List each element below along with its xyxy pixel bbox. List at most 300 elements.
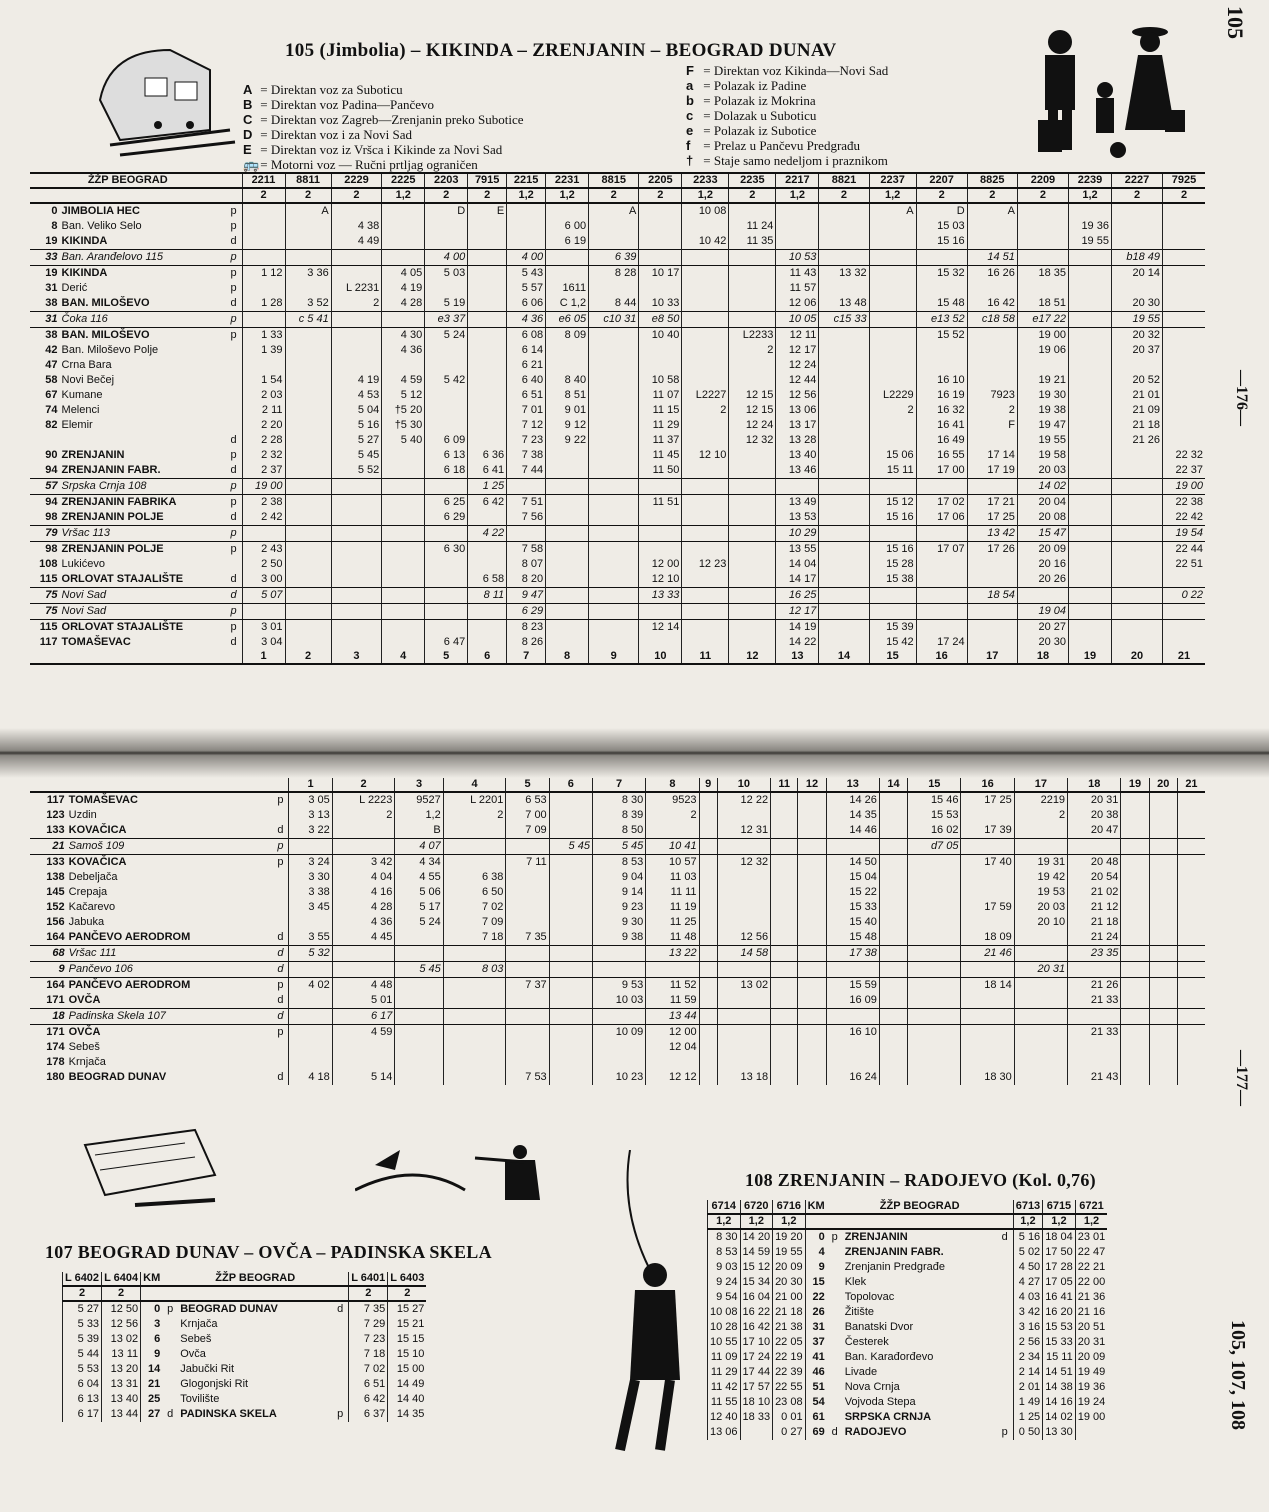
time-cell — [879, 839, 907, 855]
time-cell: 11 37 — [639, 433, 682, 448]
time-cell: 19 06 — [1017, 343, 1068, 358]
time-cell: 7 00 — [506, 808, 549, 823]
train-class: 1,2 — [682, 188, 729, 203]
time-cell — [331, 495, 382, 511]
time-cell — [1111, 542, 1162, 558]
time-cell: 13 32 — [819, 266, 869, 282]
time-cell — [798, 808, 826, 823]
station-name: Ban. Veliko Selo — [61, 220, 142, 232]
time-cell — [967, 557, 1017, 572]
station-row — [708, 1380, 1108, 1395]
time-cell: 4 38 — [331, 219, 382, 234]
time-cell — [879, 993, 907, 1009]
time-cell — [1068, 1009, 1121, 1025]
time-cell: 19 00 — [1017, 328, 1068, 344]
station-row — [30, 203, 1205, 219]
time-cell — [1177, 962, 1205, 978]
station-row — [63, 1332, 427, 1347]
time-cell: 11 35 — [729, 234, 776, 250]
time-cell: 10 57 — [646, 855, 699, 871]
time-cell — [699, 946, 717, 962]
time-cell — [589, 343, 639, 358]
time-cell: 7 51 — [507, 495, 546, 511]
time-cell: 12 15 — [729, 388, 776, 403]
time-cell: 18 54 — [967, 588, 1017, 604]
time-cell: 15 21 — [388, 1317, 427, 1332]
time-cell — [819, 358, 869, 373]
time-cell — [289, 993, 332, 1009]
time-cell — [332, 839, 395, 855]
time-cell: 21 33 — [1068, 993, 1121, 1009]
time-cell — [819, 403, 869, 418]
column-index: 20 — [1111, 650, 1162, 664]
time-cell: 4 59 — [382, 373, 425, 388]
time-cell — [589, 234, 639, 250]
time-cell — [916, 358, 967, 373]
time-cell: 4 50 — [1013, 1260, 1042, 1275]
time-cell: 14 38 — [1043, 1380, 1076, 1395]
arr-dep — [332, 1392, 349, 1407]
time-cell: 12 22 — [717, 792, 770, 808]
time-cell: 4 36 — [507, 312, 546, 328]
station-row — [30, 930, 1205, 946]
time-cell: 14 50 — [826, 855, 879, 871]
km: 38 — [45, 297, 58, 309]
time-cell — [1068, 1040, 1121, 1055]
time-cell — [468, 620, 507, 636]
time-cell — [1014, 1025, 1067, 1041]
time-cell — [1163, 203, 1205, 219]
time-cell — [506, 1025, 549, 1041]
time-cell — [1177, 839, 1205, 855]
legend-row: † = Staje samo nedeljom i praznikom — [686, 153, 888, 168]
time-cell: 9 12 — [546, 418, 589, 433]
time-cell — [729, 250, 776, 266]
time-cell: 6 25 — [425, 495, 468, 511]
km: 94 — [45, 496, 58, 508]
time-cell — [395, 930, 443, 946]
time-cell: 15 46 — [908, 792, 961, 808]
station-name: Topolovac — [844, 1291, 895, 1303]
time-cell — [908, 1025, 961, 1041]
time-cell: 6 41 — [468, 463, 507, 479]
time-cell: 13 40 — [102, 1392, 141, 1407]
time-cell — [819, 281, 869, 296]
station-row — [708, 1365, 1108, 1380]
station-name: KIKINDA — [61, 267, 108, 279]
station-name: ZRENJANIN FABRIKA — [61, 496, 177, 508]
time-cell — [468, 266, 507, 282]
time-cell — [549, 900, 592, 915]
time-cell — [776, 234, 819, 250]
arr-dep — [272, 1040, 289, 1055]
time-cell: 16 55 — [916, 448, 967, 463]
station-name: Padinska Skela 107 — [67, 1009, 273, 1025]
time-cell: 1 49 — [1013, 1395, 1042, 1410]
time-cell — [382, 463, 425, 479]
station-row — [30, 343, 1205, 358]
time-cell — [1149, 839, 1177, 855]
time-cell — [798, 792, 826, 808]
time-cell — [549, 1009, 592, 1025]
time-cell — [717, 1025, 770, 1041]
time-cell: 2 28 — [242, 433, 285, 448]
time-cell: 0 22 — [1163, 588, 1205, 604]
station-name: KOVAČICA — [68, 824, 127, 836]
time-cell: 13 30 — [1043, 1425, 1076, 1440]
time-cell: 13 53 — [776, 510, 819, 526]
time-cell — [682, 296, 729, 312]
time-cell: 12 04 — [646, 1040, 699, 1055]
time-cell: 19 24 — [1075, 1395, 1107, 1410]
family-illustration — [1030, 20, 1190, 165]
time-cell: 10 23 — [592, 1070, 645, 1085]
time-cell — [639, 203, 682, 219]
km: 58 — [45, 374, 58, 386]
time-cell — [549, 946, 592, 962]
column-index: 9 — [699, 778, 717, 792]
station-name: ZRENJANIN FABR. — [844, 1246, 944, 1258]
time-cell — [916, 479, 967, 495]
time-cell — [546, 572, 589, 588]
time-cell — [1149, 792, 1177, 808]
column-index: 12 — [798, 778, 826, 792]
train-number: 2209 — [1017, 174, 1068, 188]
time-cell: 3 42 — [1013, 1305, 1042, 1320]
time-cell: 7 35 — [506, 930, 549, 946]
time-cell: 20 31 — [1014, 962, 1067, 978]
station-row — [30, 1025, 1205, 1041]
time-cell: 22 47 — [1075, 1245, 1107, 1260]
time-cell — [869, 343, 916, 358]
time-cell: 3 38 — [289, 885, 332, 900]
time-cell — [729, 203, 776, 219]
time-cell: 15 11 — [869, 463, 916, 479]
time-cell — [1177, 915, 1205, 930]
time-cell: 5 03 — [425, 266, 468, 282]
time-cell — [729, 510, 776, 526]
time-cell: 19 36 — [1075, 1380, 1107, 1395]
arr-dep — [997, 1260, 1014, 1275]
time-cell: 21 18 — [1068, 915, 1121, 930]
connection-row — [30, 250, 1205, 266]
time-cell: 8 51 — [546, 388, 589, 403]
time-cell — [639, 479, 682, 495]
arr-dep — [827, 1275, 843, 1290]
time-cell: C 1,2 — [546, 296, 589, 312]
time-cell: 17 21 — [967, 495, 1017, 511]
time-cell: 13 33 — [639, 588, 682, 604]
time-cell — [507, 219, 546, 234]
time-cell: 3 42 — [332, 855, 395, 871]
column-index: 15 — [908, 778, 961, 792]
time-cell — [285, 219, 331, 234]
time-cell: 4 22 — [468, 526, 507, 542]
time-cell — [425, 234, 468, 250]
arr-dep — [226, 418, 243, 433]
time-cell: 2 — [682, 403, 729, 418]
time-cell — [395, 1055, 443, 1070]
arr-dep — [162, 1362, 178, 1377]
station-name — [60, 433, 226, 448]
page-mark-177: —177— — [1233, 1050, 1250, 1106]
column-index: 1 — [242, 650, 285, 664]
time-cell — [699, 1040, 717, 1055]
time-cell — [546, 510, 589, 526]
train-number: 2205 — [639, 174, 682, 188]
station-row — [63, 1377, 427, 1392]
time-cell: 16 26 — [967, 266, 1017, 282]
column-index: 11 — [682, 650, 729, 664]
time-cell — [798, 839, 826, 855]
arr-dep — [827, 1260, 843, 1275]
time-cell — [1177, 823, 1205, 839]
time-cell — [549, 1055, 592, 1070]
time-cell — [717, 993, 770, 1009]
time-cell: 19 31 — [1014, 855, 1067, 871]
arr-dep: p — [226, 312, 243, 328]
train-class: 2 — [468, 188, 507, 203]
km: 115 — [39, 621, 58, 633]
time-cell — [771, 946, 798, 962]
time-cell — [916, 588, 967, 604]
station-name: Zrenjanin Predgrađe — [844, 1261, 945, 1273]
time-cell — [285, 403, 331, 418]
time-cell — [1068, 281, 1111, 296]
time-cell — [798, 930, 826, 946]
time-cell — [819, 557, 869, 572]
time-cell: 4 53 — [331, 388, 382, 403]
station-name: Uzdin — [68, 809, 97, 821]
time-cell — [916, 620, 967, 636]
time-cell: 17 39 — [961, 823, 1014, 839]
station-name: Crepaja — [68, 886, 108, 898]
time-cell: 6 09 — [425, 433, 468, 448]
train-number: 8825 — [967, 174, 1017, 188]
km-header: KM — [805, 1200, 827, 1214]
time-cell — [1177, 1025, 1205, 1041]
time-cell — [506, 946, 549, 962]
time-cell — [798, 885, 826, 900]
time-cell: 6 50 — [443, 885, 506, 900]
station-name: TOMAŠEVAC — [61, 636, 131, 648]
time-cell: 11 43 — [776, 266, 819, 282]
km: 22 — [805, 1290, 827, 1305]
time-cell — [468, 542, 507, 558]
station-name: Crna Bara — [61, 359, 112, 371]
time-cell: 3 13 — [289, 808, 332, 823]
station-name: BEOGRAD DUNAV — [180, 1303, 278, 1315]
station-row — [30, 557, 1205, 572]
station-row — [30, 978, 1205, 994]
time-cell: 7 01 — [507, 403, 546, 418]
time-cell — [771, 855, 798, 871]
arr-dep: d — [230, 464, 237, 476]
station-row — [30, 542, 1205, 558]
time-cell: 4 48 — [332, 978, 395, 994]
time-cell — [443, 1009, 506, 1025]
time-cell — [729, 358, 776, 373]
time-cell: F — [967, 418, 1017, 433]
time-cell: 15 03 — [916, 219, 967, 234]
time-cell: 20 09 — [1017, 542, 1068, 558]
time-cell: 6 19 — [546, 234, 589, 250]
time-cell — [729, 557, 776, 572]
km — [30, 433, 60, 448]
time-cell — [285, 557, 331, 572]
time-cell: 2 37 — [242, 463, 285, 479]
time-cell: 22 55 — [773, 1380, 806, 1395]
time-cell — [1163, 266, 1205, 282]
train-number: 7925 — [1163, 174, 1205, 188]
time-cell — [1121, 885, 1149, 900]
time-cell — [682, 418, 729, 433]
time-cell — [699, 978, 717, 994]
time-cell: 9 24 — [708, 1275, 741, 1290]
connection-row — [30, 604, 1205, 620]
train-class: 2 — [819, 188, 869, 203]
km: 3 — [141, 1317, 163, 1332]
time-cell: 12 40 — [708, 1410, 741, 1425]
time-cell: 12 44 — [776, 373, 819, 388]
hunter-illustration — [355, 1140, 555, 1220]
arr-dep: p — [1001, 1426, 1008, 1438]
time-cell: 5 24 — [395, 915, 443, 930]
time-cell: 17 19 — [967, 463, 1017, 479]
time-cell — [771, 915, 798, 930]
station-name: Tovilište — [180, 1393, 220, 1405]
time-cell — [289, 839, 332, 855]
arr-dep: p — [226, 604, 243, 620]
time-cell: c15 33 — [819, 312, 869, 328]
t108-title: 108 ZRENJANIN – RADOJEVO (Kol. 0,76) — [745, 1170, 1096, 1190]
time-cell — [1111, 219, 1162, 234]
arr-dep — [226, 358, 243, 373]
time-cell — [699, 1009, 717, 1025]
time-cell: 4 36 — [382, 343, 425, 358]
time-cell — [699, 993, 717, 1009]
time-cell: 3 24 — [289, 855, 332, 871]
time-cell — [699, 855, 717, 871]
station-row — [708, 1350, 1108, 1365]
time-cell — [798, 1009, 826, 1025]
time-cell — [1163, 296, 1205, 312]
time-cell: 17 24 — [740, 1350, 773, 1365]
time-cell — [1068, 526, 1111, 542]
time-cell — [507, 526, 546, 542]
time-cell — [1149, 1070, 1177, 1085]
time-cell: 5 39 — [63, 1332, 102, 1347]
legend-row: D = Direktan voz i za Novi Sad — [243, 127, 412, 142]
time-cell — [468, 358, 507, 373]
time-cell: 2 20 — [242, 418, 285, 433]
station-name: Novi Sad — [60, 604, 226, 620]
train-number: 8811 — [285, 174, 331, 188]
time-cell — [1163, 572, 1205, 588]
time-cell — [819, 604, 869, 620]
time-cell: 5 53 — [63, 1362, 102, 1377]
time-cell — [1149, 1055, 1177, 1070]
time-cell — [332, 823, 395, 839]
time-cell: 13 31 — [102, 1377, 141, 1392]
time-cell: 16 02 — [908, 823, 961, 839]
time-cell — [592, 962, 645, 978]
time-cell: 20 03 — [1014, 900, 1067, 915]
station-row — [63, 1362, 427, 1377]
station-row — [63, 1301, 427, 1317]
time-cell — [1068, 312, 1111, 328]
time-cell — [1149, 1009, 1177, 1025]
time-cell — [468, 219, 507, 234]
time-cell — [1068, 448, 1111, 463]
time-cell: 18 30 — [961, 1070, 1014, 1085]
time-cell — [961, 993, 1014, 1009]
train-number: 2239 — [1068, 174, 1111, 188]
time-cell — [546, 588, 589, 604]
station-row — [708, 1275, 1108, 1290]
time-cell — [1068, 635, 1111, 650]
time-cell: 8 44 — [589, 296, 639, 312]
time-cell: 10 08 — [708, 1305, 741, 1320]
arr-dep — [827, 1365, 843, 1380]
arr-dep — [997, 1335, 1014, 1350]
time-cell: 7 44 — [507, 463, 546, 479]
time-cell — [639, 635, 682, 650]
time-cell — [1121, 855, 1149, 871]
time-cell — [717, 900, 770, 915]
time-cell — [589, 219, 639, 234]
time-cell: 3 16 — [1013, 1320, 1042, 1335]
time-cell: 12 32 — [729, 433, 776, 448]
station-name: Derić — [61, 282, 88, 294]
time-cell — [1121, 946, 1149, 962]
time-cell — [1111, 448, 1162, 463]
time-cell: 14 35 — [388, 1407, 427, 1422]
time-cell — [1177, 1055, 1205, 1070]
time-cell — [1163, 604, 1205, 620]
arr-dep: p — [277, 856, 284, 868]
station-name: Livade — [844, 1366, 878, 1378]
time-cell: 14 02 — [1043, 1410, 1076, 1425]
time-cell: 7 35 — [349, 1301, 388, 1317]
time-cell — [1121, 900, 1149, 915]
time-cell — [546, 542, 589, 558]
time-cell — [729, 373, 776, 388]
time-cell: D — [916, 203, 967, 219]
time-cell — [468, 418, 507, 433]
time-cell — [771, 978, 798, 994]
time-cell: 8 53 — [592, 855, 645, 871]
time-cell — [916, 343, 967, 358]
time-cell — [1014, 839, 1067, 855]
time-cell: 11 07 — [639, 388, 682, 403]
time-cell: 7 58 — [507, 542, 546, 558]
train-class: 2 — [242, 188, 285, 203]
station-row — [708, 1305, 1108, 1320]
time-cell — [717, 1040, 770, 1055]
time-cell — [1121, 993, 1149, 1009]
time-cell — [285, 234, 331, 250]
station-row — [708, 1229, 1108, 1245]
km: 0 — [805, 1229, 827, 1245]
time-cell: 10 42 — [682, 234, 729, 250]
time-cell — [1014, 978, 1067, 994]
time-cell — [682, 250, 729, 266]
time-cell: 15 00 — [388, 1362, 427, 1377]
time-cell: 13 06 — [708, 1425, 741, 1440]
arr-dep: p — [226, 526, 243, 542]
time-cell — [869, 328, 916, 344]
